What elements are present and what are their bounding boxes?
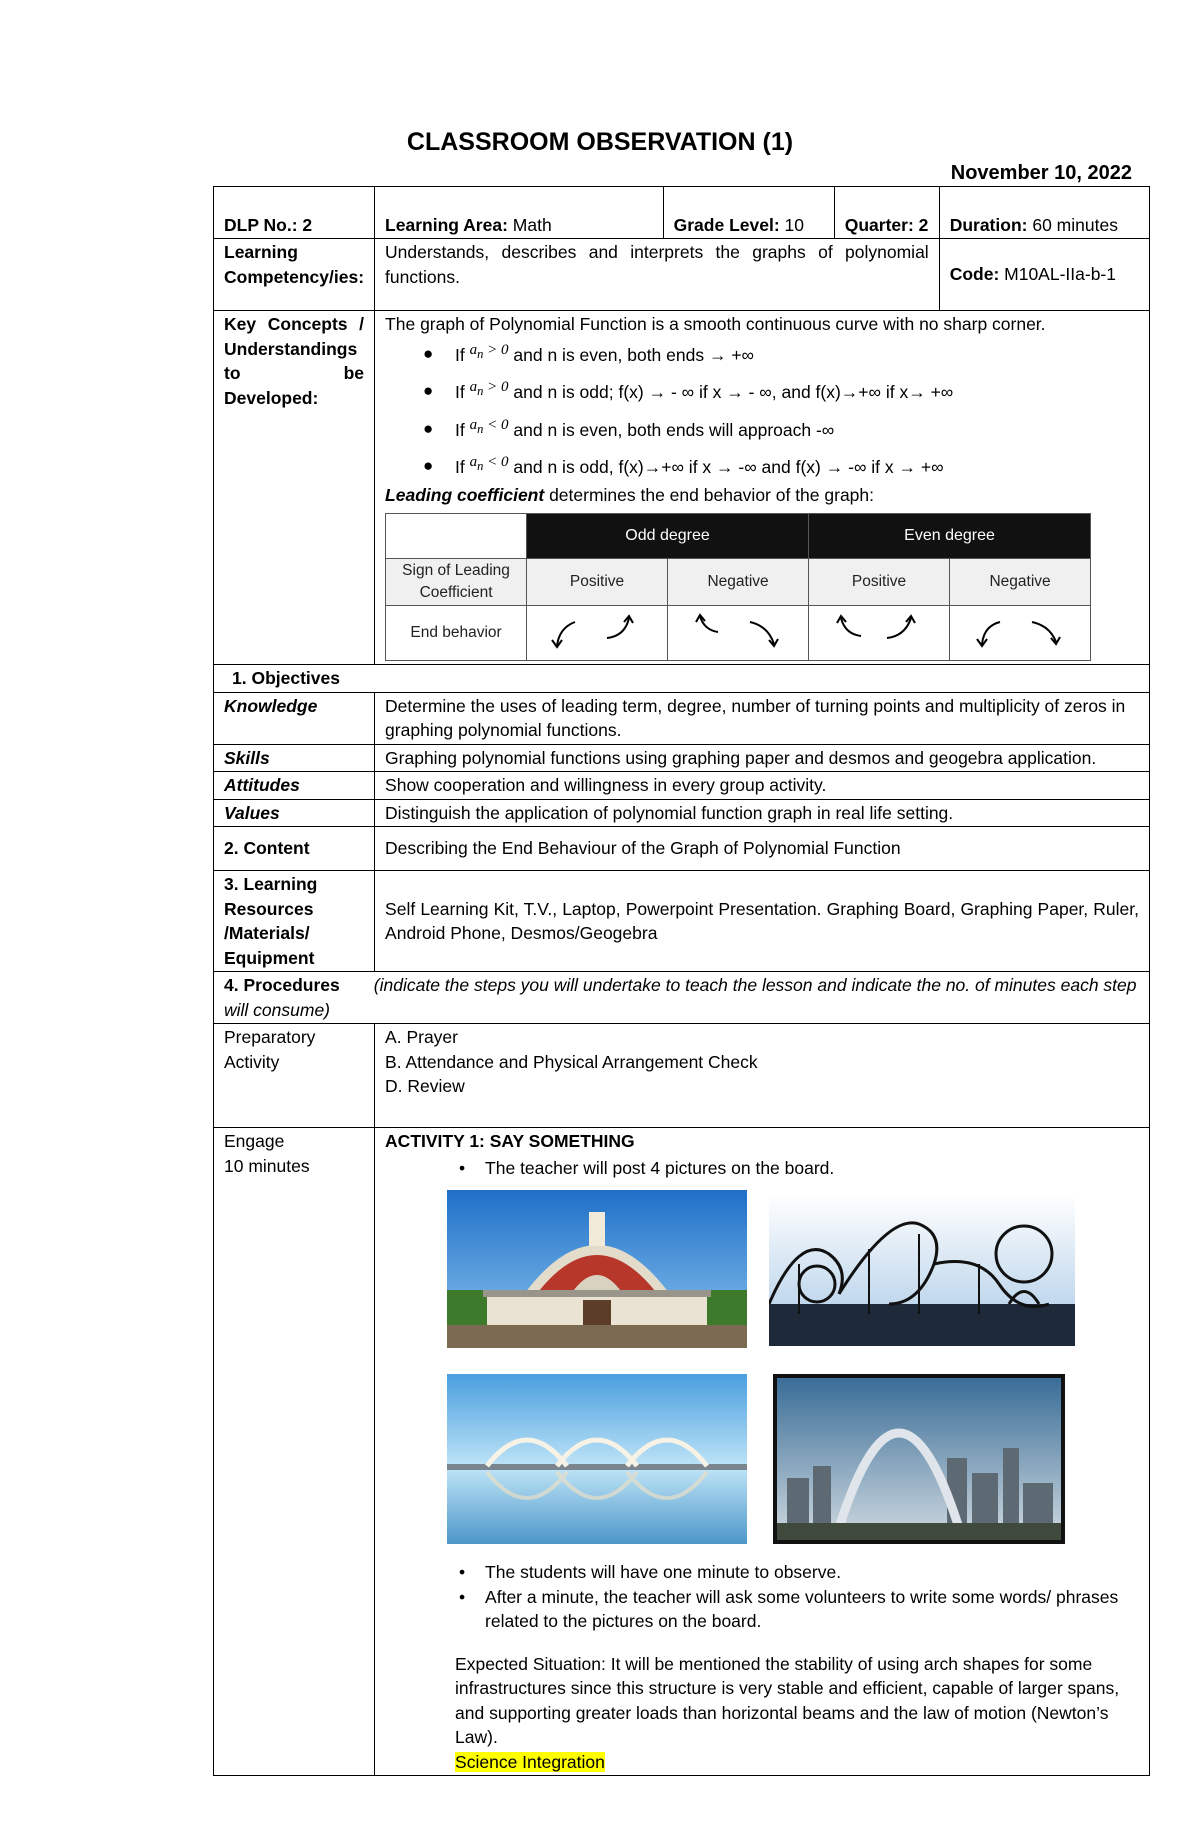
preparatory-item: A. Prayer xyxy=(385,1027,458,1047)
odd-negative: Negative xyxy=(668,559,809,606)
objective-text: Distinguish the application of polynomial function graph in real life setting. xyxy=(375,799,1150,827)
even-positive-arrows xyxy=(809,606,950,661)
curved-arrows-icon xyxy=(688,608,788,652)
grade-level-cell: Grade Level: 10 xyxy=(663,187,834,239)
preparatory-item: B. Attendance and Physical Arrangement Check xyxy=(385,1051,758,1072)
leading-coef-symbol: $a_n < 0$ xyxy=(469,454,509,473)
quarter-cell: Quarter: 2 xyxy=(834,187,939,239)
empty-header-cell xyxy=(386,514,527,559)
objective-label: Values xyxy=(214,799,375,827)
curved-arrows-icon xyxy=(829,608,929,652)
odd-positive: Positive xyxy=(527,559,668,606)
objective-text: Determine the uses of leading term, degree, number of turning points and multiplicity of zeros in graphing polynomial functions. xyxy=(375,692,1150,744)
objective-text: Graphing polynomial functions using graphing paper and desmos and geogebra application. xyxy=(375,744,1150,772)
procedures-label: 4. Procedures xyxy=(224,975,340,995)
procedures-row xyxy=(214,972,1150,1024)
objectives-header-row xyxy=(214,665,1150,693)
expected-situation: Expected Situation: It will be mentioned the stability of using arch shapes for some infrastructures since this structure is very stable and efficient, capable of larger spans, and supporting greater loads than horizontal beams and the law of motion (Newton’s Law). Science Integration xyxy=(455,1653,1120,1772)
learning-area-cell: Learning Area: Math xyxy=(375,187,664,239)
lesson-plan-table xyxy=(213,186,1150,1776)
engage-label-cell xyxy=(214,1128,375,1776)
objective-text: Show cooperation and willingness in every group activity. xyxy=(375,772,1150,800)
code-cell: Code: M10AL-IIa-b-1 xyxy=(939,239,1149,311)
observation-date: November 10, 2022 xyxy=(950,162,1132,184)
objective-label: Knowledge xyxy=(214,692,375,744)
preparatory-row xyxy=(214,1024,1150,1128)
leading-coef-symbol: $a_n > 0$ xyxy=(469,379,509,398)
duration-cell: Duration: 60 minutes xyxy=(939,187,1149,239)
leading-coef-symbol: $a_n < 0$ xyxy=(469,416,509,436)
preparatory-label: Preparatory Activity xyxy=(214,1024,375,1128)
competency-text: Understands, describes and interprets the graphs of polynomial functions. xyxy=(375,239,940,311)
sign-label: Sign of Leading Coefficient xyxy=(386,559,527,606)
resources-label: 3. Learning Resources /Materials/ Equipment xyxy=(214,871,375,972)
science-integration-tag: Science Integration xyxy=(455,1751,605,1772)
content-text: Describing the End Behaviour of the Graph of Polynomial Function xyxy=(375,827,1150,871)
competency-label: Learning Competency/ies: xyxy=(214,239,375,311)
rule-item: ● If $a_n > 0$ and n is even, both ends → +∞ xyxy=(455,343,1139,371)
key-concepts-intro: The graph of Polynomial Function is a smooth continuous curve with no sharp corner. xyxy=(385,314,1046,334)
gateway-arch-image xyxy=(773,1374,1065,1544)
even-negative-arrows xyxy=(950,606,1091,661)
odd-negative-arrows xyxy=(668,606,809,661)
arch-bridge-image xyxy=(447,1374,747,1544)
engage-label: Engage xyxy=(224,1131,285,1151)
engage-minutes: 10 minutes xyxy=(224,1155,310,1176)
church-arch-image xyxy=(447,1190,747,1348)
objective-row xyxy=(214,799,1150,827)
odd-degree-header: Odd degree xyxy=(527,514,809,559)
rule-item: ● If $a_n > 0$ and n is odd; f(x) → - ∞ if x → - ∞, and f(x)→+∞ if x→ +∞ xyxy=(455,380,1139,408)
end-label: End behavior xyxy=(386,606,527,661)
objective-label: Skills xyxy=(214,744,375,772)
procedures-note: (indicate the steps you will undertake to teach the lesson and indicate the no. of minutes each step will consume) xyxy=(224,975,1137,1020)
content-row xyxy=(214,827,1150,871)
dlp-cell: DLP No.: 2 xyxy=(214,187,375,239)
info-row xyxy=(214,187,1150,239)
engage-content xyxy=(375,1128,1150,1776)
even-positive: Positive xyxy=(809,559,950,606)
end-behavior-table xyxy=(385,513,1091,661)
objective-row xyxy=(214,744,1150,772)
roller-coaster-image xyxy=(769,1194,1075,1346)
odd-positive-arrows xyxy=(527,606,668,661)
page-title: CLASSROOM OBSERVATION (1) xyxy=(406,128,794,156)
rule-item: ● If $a_n < 0$ and n is odd, f(x)→+∞ if x → -∞ and f(x) → -∞ if x → +∞ xyxy=(455,455,1139,483)
list-item: • After a minute, the teacher will ask some volunteers to write some words/ phrases related to the pictures on the board. xyxy=(485,1585,1139,1634)
curved-arrows-icon xyxy=(547,608,647,652)
preparatory-items xyxy=(375,1024,1150,1128)
procedures-cell xyxy=(214,972,1150,1024)
key-concepts-row xyxy=(214,311,1150,665)
list-item: • The teacher will post 4 pictures on the board. xyxy=(485,1156,1139,1181)
engage-row xyxy=(214,1128,1150,1776)
end-behavior-rules xyxy=(385,343,1139,483)
leading-coef-symbol: $a_n > 0$ xyxy=(469,341,509,361)
list-item: • The students will have one minute to observe. xyxy=(485,1560,1139,1585)
curved-arrows-icon xyxy=(970,608,1070,652)
resources-text: Self Learning Kit, T.V., Laptop, Powerpoint Presentation. Graphing Board, Graphing Paper, Ruler, Android Phone, Desmos/Geogebra xyxy=(375,871,1150,972)
activity-title: ACTIVITY 1: SAY SOMETHING xyxy=(385,1131,635,1151)
competency-row xyxy=(214,239,1150,311)
resources-row xyxy=(214,871,1150,972)
objectives-header: 1. Objectives xyxy=(214,665,1150,693)
even-degree-header: Even degree xyxy=(809,514,1091,559)
pictures-area xyxy=(385,1190,1139,1558)
objective-row xyxy=(214,692,1150,744)
key-concepts-content xyxy=(375,311,1150,665)
key-concepts-label: Key Concepts / Understandings to be Developed: xyxy=(214,311,375,665)
leading-coefficient-note: Leading coefficient determines the end behavior of the graph: xyxy=(385,484,875,505)
even-negative: Negative xyxy=(950,559,1091,606)
rule-item: ● If $a_n < 0$ and n is even, both ends will approach -∞ xyxy=(455,418,1139,446)
content-label: 2. Content xyxy=(214,827,375,871)
preparatory-item: D. Review xyxy=(385,1076,465,1096)
objective-label: Attitudes xyxy=(214,772,375,800)
objective-row xyxy=(214,772,1150,800)
